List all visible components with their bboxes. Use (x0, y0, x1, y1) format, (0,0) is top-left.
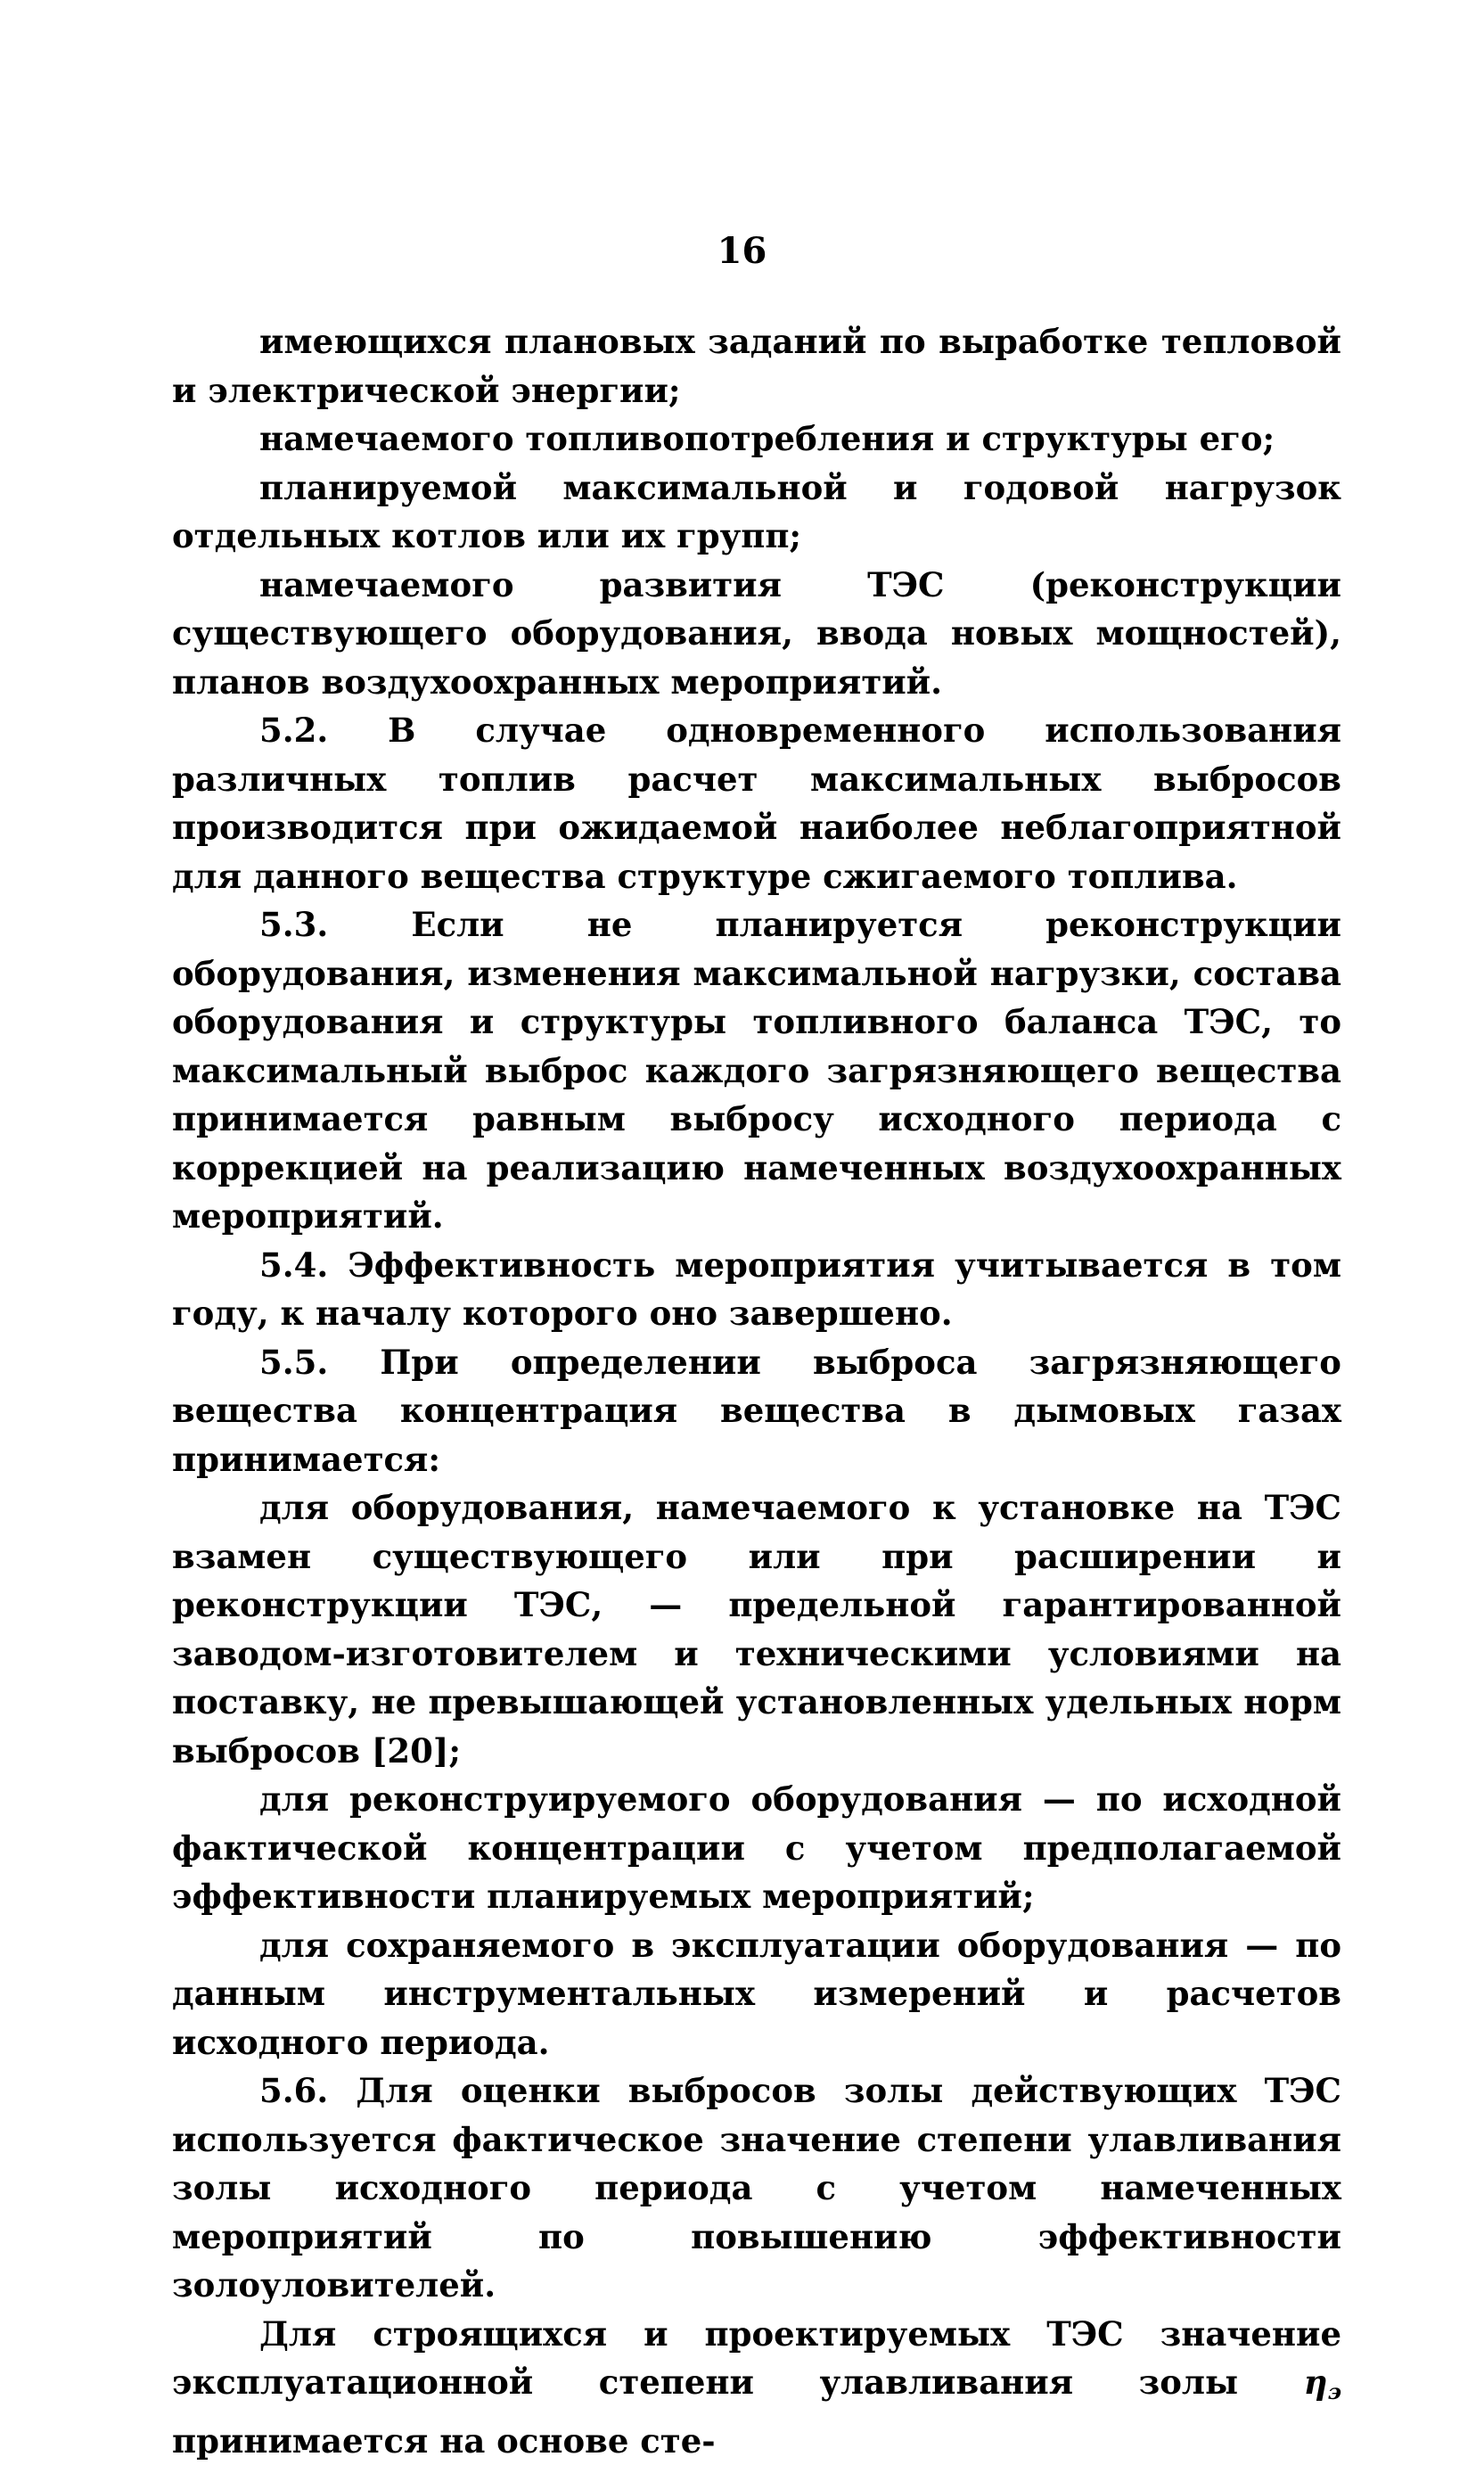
paragraph-3: планируемой максимальной и годовой нагрузок отдельных котлов или их групп; (172, 464, 1341, 561)
paragraph-5-5: 5.5. При определении выброса загрязняющего вещества концентрация вещества в дымовых газах принимается: (172, 1338, 1341, 1484)
paragraph-last (172, 2310, 1341, 2465)
eta-subscript: э (1328, 2379, 1341, 2404)
paragraph-5-4: 5.4. Эффективность мероприятия учитывается в том году, к началу которого оно завершено. (172, 1241, 1341, 1338)
page-number: 16 (0, 230, 1484, 273)
paragraph-last-before: Для строящихся и проектируемых ТЭС значение эксплуатационной степени улавливания золы (172, 2314, 1341, 2403)
paragraph-2: намечаемого топливопотребления и структуры его; (172, 415, 1341, 464)
paragraph-last-after: принимается на основе сте- (172, 2421, 716, 2461)
paragraph-5-3: 5.3. Если не планируется реконструкции оборудования, изменения максимальной нагрузки, состава оборудования и структуры топливного баланса ТЭС, то максимальный выброс каждого загрязняющего вещества принимается равным выбросу исходного периода с коррекцией на реализацию намеченных воздухоохранных мероприятий. (172, 900, 1341, 1241)
paragraph-5-6: 5.6. Для оценки выбросов золы действующих ТЭС используется фактическое значение степени улавливания золы исходного периода с учетом намеченных мероприятий по повышению эффективности золоуловителей. (172, 2066, 1341, 2310)
body-text (172, 317, 1341, 2465)
eta-symbol: η (1304, 2362, 1328, 2402)
paragraph-5-5-c: для сохраняемого в эксплуатации оборудования — по данным инструментальных измерений и расчетов исходного периода. (172, 1921, 1341, 2067)
paragraph-1: имеющихся плановых заданий по выработке тепловой и электрической энергии; (172, 317, 1341, 415)
paragraph-5-5-b: для реконструируемого оборудования — по исходной фактической концентрации с учетом предполагаемой эффективности планируемых мероприятий; (172, 1775, 1341, 1921)
paragraph-5-5-a: для оборудования, намечаемого к установке на ТЭС взамен существующего или при расширении и реконструкции ТЭС, — предельной гарантированной заводом-изготовителем и техническими условиями на поставку, не превышающей установленных удельных норм выбросов [20]; (172, 1483, 1341, 1775)
paragraph-5-2: 5.2. В случае одновременного использования различных топлив расчет максимальных выбросов производится при ожидаемой наиболее неблагоприятной для данного вещества структуре сжигаемого топлива. (172, 706, 1341, 900)
paragraph-4: намечаемого развития ТЭС (реконструкции существующего оборудования, ввода новых мощностей), планов воздухоохранных мероприятий. (172, 561, 1341, 707)
